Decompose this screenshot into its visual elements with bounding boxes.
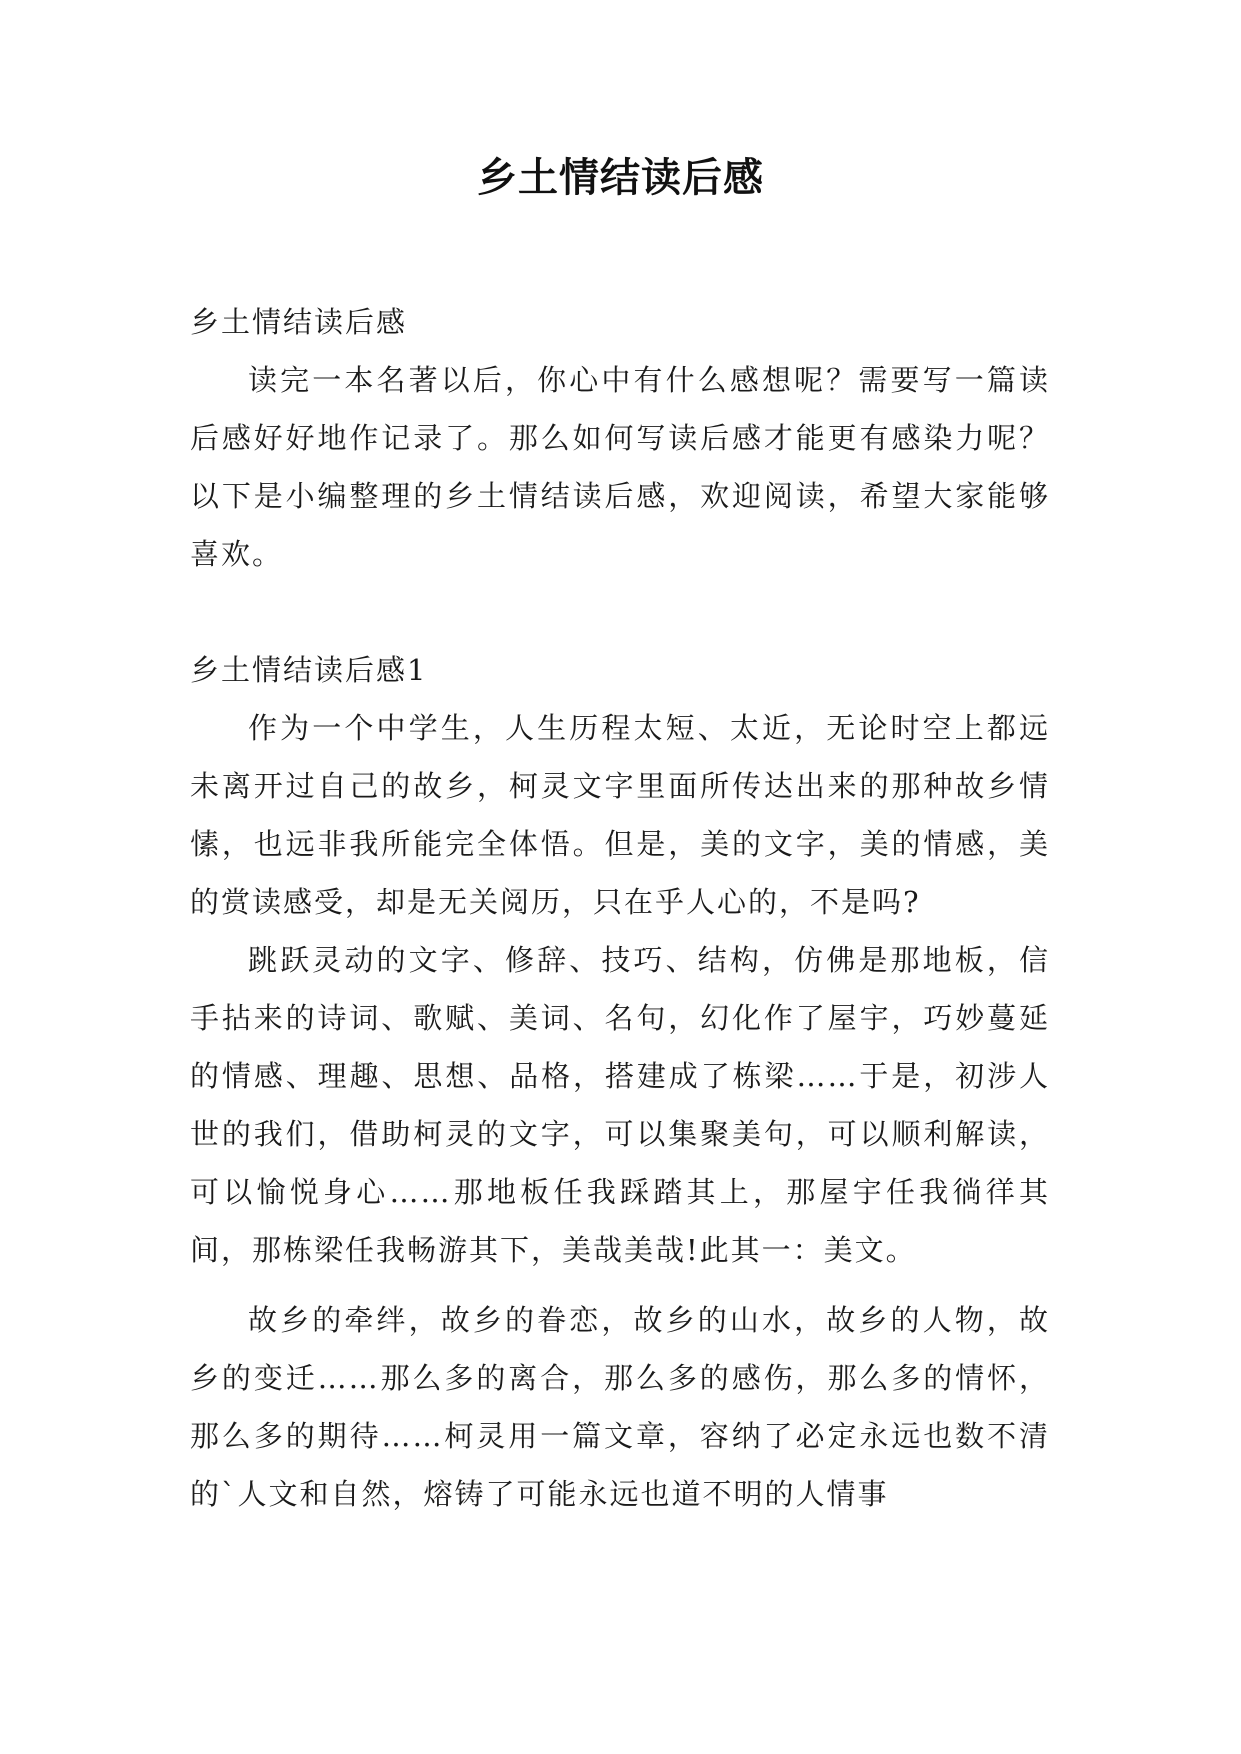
section1-paragraph: 故乡的牵绊，故乡的眷恋，故乡的山水，故乡的人物，故乡的变迁……那么多的离合，那么多的感伤，那么多的情怀，那么多的期待……柯灵用一篇文章，容纳了必定永远也数不清的`人文和自然，熔铸了可能永远也道不明的人情事	[190, 1303, 1050, 1511]
document-body	[190, 293, 1050, 1523]
section1-paragraph: 作为一个中学生，人生历程太短、太近，无论时空上都远未离开过自己的故乡，柯灵文字里面所传达出来的那种故乡情愫，也远非我所能完全体悟。但是，美的文字，美的情感，美的赏读感受，却是无关阅历，只在乎人心的，不是吗?	[190, 711, 1050, 919]
section1-paragraph: 跳跃灵动的文字、修辞、技巧、结构，仿佛是那地板，信手拈来的诗词、歌赋、美词、名句，幻化作了屋宇，巧妙蔓延的情感、理趣、思想、品格，搭建成了栋梁……于是，初涉人世的我们，借助柯灵的文字，可以集聚美句，可以顺利解读，可以愉悦身心……那地板任我踩踏其上，那屋宇任我徜徉其间，那栋梁任我畅游其下，美哉美哉!此其一：美文。	[190, 943, 1050, 1267]
paragraph-spacer	[190, 1279, 1050, 1291]
intro-paragraph: 读完一本名著以后，你心中有什么感想呢？需要写一篇读后感好好地作记录了。那么如何写读后感才能更有感染力呢？以下是小编整理的乡土情结读后感，欢迎阅读，希望大家能够喜欢。	[190, 363, 1050, 571]
section1-heading: 乡土情结读后感1	[190, 653, 428, 687]
document-title: 乡土情结读后感	[477, 155, 764, 201]
intro-heading: 乡土情结读后感	[190, 305, 408, 339]
section-spacer	[190, 583, 1050, 641]
